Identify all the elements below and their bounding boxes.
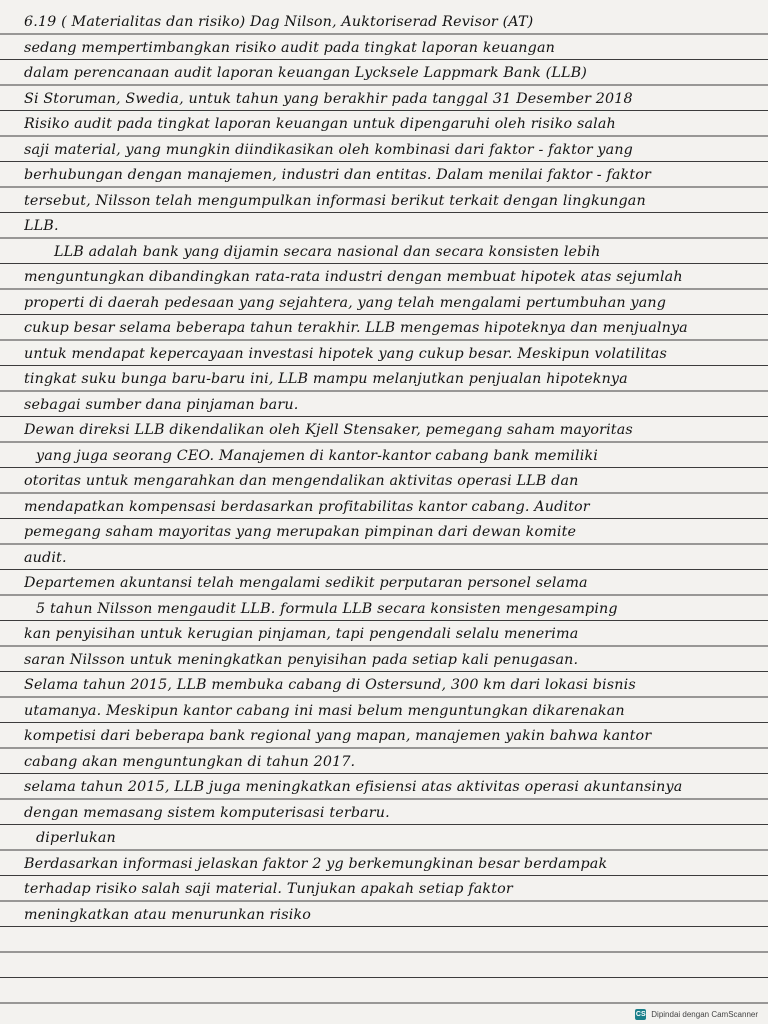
scanner-watermark [635, 1009, 758, 1020]
text-line: 6.19 ( Materialitas dan risiko) Dag Nilson, Auktoriserad Revisor (AT) [24, 14, 534, 30]
text-line: Departemen akuntansi telah mengalami sedikit perputaran personel selama [24, 575, 588, 591]
text-line: LLB adalah bank yang dijamin secara nasional dan secara konsisten lebih [54, 243, 601, 260]
text-line: cabang akan menguntungkan di tahun 2017. [24, 753, 356, 770]
text-line: dalam perencanaan audit laporan keuangan Lycksele Lappmark Bank (LLB) [24, 65, 587, 81]
text-line: utamanya. Meskipun kantor cabang ini masi belum menguntungkan dikarenakan [24, 702, 625, 719]
text-line: diperlukan [36, 830, 116, 846]
handwritten-text [24, 10, 762, 928]
text-line: sebagai sumber dana pinjaman baru. [24, 396, 299, 413]
text-line: untuk mendapat kepercayaan investasi hipotek yang cukup besar. Meskipun volatilitas [24, 345, 667, 362]
text-line: otoritas untuk mengarahkan dan mengendalikan aktivitas operasi LLB dan [24, 473, 579, 489]
text-line: saji material, yang mungkin diindikasikan oleh kombinasi dari faktor - faktor yang [24, 141, 633, 158]
text-line: dengan memasang sistem komputerisasi terbaru. [24, 804, 390, 821]
text-line: pemegang saham mayoritas yang merupakan pimpinan dari dewan komite [24, 524, 577, 540]
text-line: terhadap risiko salah saji material. Tunjukan apakah setiap faktor [24, 881, 513, 897]
text-line: Selama tahun 2015, LLB membuka cabang di Ostersund, 300 km dari lokasi bisnis [24, 677, 636, 693]
text-line: sedang mempertimbangkan risiko audit pada tingkat laporan keuangan [24, 39, 555, 56]
text-line: LLB. [24, 218, 59, 234]
text-line: Si Storuman, Swedia, untuk tahun yang berakhir pada tanggal 31 Desember 2018 [24, 90, 633, 107]
camscanner-icon: CS [635, 1011, 646, 1018]
text-line: Berdasarkan informasi jelaskan faktor 2 yg berkemungkinan besar berdampak [24, 855, 608, 872]
watermark-text: Dipindai dengan CamScanner [651, 1010, 758, 1019]
text-line: kan penyisihan untuk kerugian pinjaman, tapi pengendali selalu menerima [24, 626, 579, 642]
text-line: mendapatkan kompensasi berdasarkan profitabilitas kantor cabang. Auditor [24, 498, 590, 515]
text-line: selama tahun 2015, LLB juga meningkatkan efisiensi atas aktivitas operasi akuntansinya [24, 779, 683, 795]
text-line: tingkat suku bunga baru-baru ini, LLB mampu melanjutkan penjualan hipoteknya [24, 371, 628, 387]
text-line: kompetisi dari beberapa bank regional yang mapan, manajemen yakin bahwa kantor [24, 728, 652, 744]
text-line: 5 tahun Nilsson mengaudit LLB. formula LLB secara konsisten mengesamping [36, 600, 618, 617]
text-line: Risiko audit pada tingkat laporan keuangan untuk dipengaruhi oleh risiko salah [24, 116, 616, 132]
text-line: yang juga seorang CEO. Manajemen di kantor-kantor cabang bank memiliki [36, 447, 598, 464]
text-line: saran Nilsson untuk meningkatkan penyisihan pada setiap kali penugasan. [24, 651, 579, 668]
text-line: tersebut, Nilsson telah mengumpulkan informasi berikut terkait dengan lingkungan [24, 192, 646, 209]
text-line: meningkatkan atau menurunkan risiko [24, 906, 312, 923]
text-line: menguntungkan dibandingkan rata-rata industri dengan membuat hipotek atas sejumlah [24, 269, 683, 285]
text-line: properti di daerah pedesaan yang sejahtera, yang telah mengalami pertumbuhan yang [24, 294, 667, 311]
text-line: Dewan direksi LLB dikendalikan oleh Kjell Stensaker, pemegang saham mayoritas [24, 422, 633, 438]
text-line: berhubungan dengan manajemen, industri dan entitas. Dalam menilai faktor - faktor [24, 167, 652, 183]
text-line: audit. [24, 549, 67, 566]
text-line: cukup besar selama beberapa tahun terakhir. LLB mengemas hipoteknya dan menjualnya [24, 320, 688, 336]
